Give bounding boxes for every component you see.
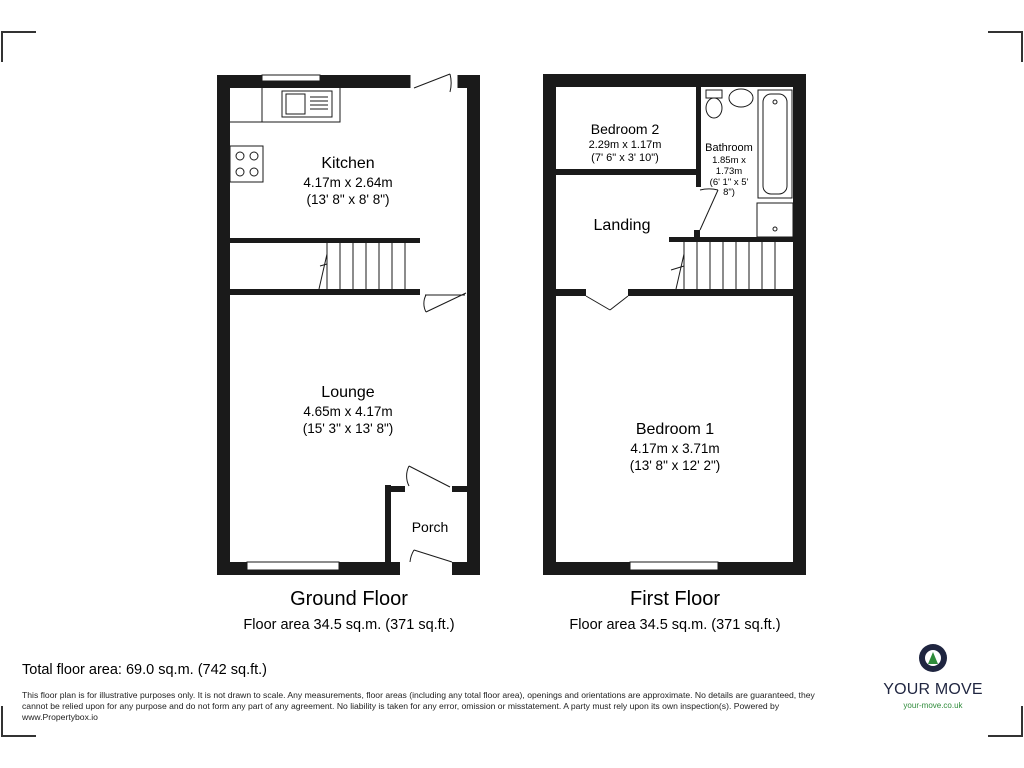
first-floor-caption	[524, 588, 826, 633]
crop-marks	[2, 32, 1022, 736]
landing-label: Landing	[593, 217, 651, 234]
bathroom-dims-1: 1.85m x	[712, 155, 746, 166]
bedroom1-label: Bedroom 1	[635, 421, 715, 438]
kitchen-dims: 4.17m x 2.64m	[303, 175, 393, 190]
kitchen-label: Kitchen	[321, 155, 375, 172]
bathroom-dims-2: 1.73m	[715, 166, 743, 177]
brand-logo	[870, 642, 996, 710]
location-pin-icon	[916, 642, 950, 674]
ground-floor-area: Floor area 34.5 sq.m. (371 sq.ft.)	[243, 617, 455, 633]
bedroom1-dims: 4.17m x 3.71m	[630, 441, 720, 456]
bathroom-label: Bathroom	[705, 142, 753, 154]
first-floor-title: First Floor	[630, 588, 720, 610]
ground-floor-plan	[217, 74, 480, 575]
bedroom2-dims: 2.29m x 1.17m	[588, 139, 662, 151]
bedroom1-dims-imperial: (13' 8" x 12' 2")	[629, 458, 721, 473]
bedroom2-dims-imperial: (7' 6" x 3' 10")	[591, 152, 659, 164]
bedroom2-label: Bedroom 2	[590, 121, 660, 137]
lounge-label: Lounge	[321, 384, 375, 401]
ground-floor-caption	[198, 588, 500, 633]
ground-floor-title: Ground Floor	[290, 588, 408, 610]
porch-label: Porch	[411, 519, 449, 535]
bathroom-dims-3: (6' 1" x 5'	[709, 177, 749, 188]
disclaimer-text: This floor plan is for illustrative purposes only. It is not drawn to scale. Any measurements, floor areas (including any total floor area), openings and orientations are approximate. No details are guaranteed, they cannot be relied upon for any purpose and do not form any part of any agreement. No liability is taken for any error, omission or misstatement. A party must rely upon its own inspection(s). Powered by www.Propertybox.io	[22, 690, 815, 722]
kitchen-dims-imperial: (13' 8" x 8' 8")	[306, 192, 390, 207]
brand-name: YOUR MOVE	[883, 681, 983, 698]
lounge-dims-imperial: (15' 3" x 13' 8")	[302, 421, 394, 436]
brand-url: your-move.co.uk	[903, 701, 963, 710]
total-floor-area: Total floor area: 69.0 sq.m. (742 sq.ft.)	[22, 662, 268, 678]
lounge-dims: 4.65m x 4.17m	[303, 404, 393, 419]
bathroom-dims-4: 8")	[723, 187, 735, 198]
first-floor-plan	[543, 74, 806, 575]
first-floor-area: Floor area 34.5 sq.m. (371 sq.ft.)	[569, 617, 781, 633]
